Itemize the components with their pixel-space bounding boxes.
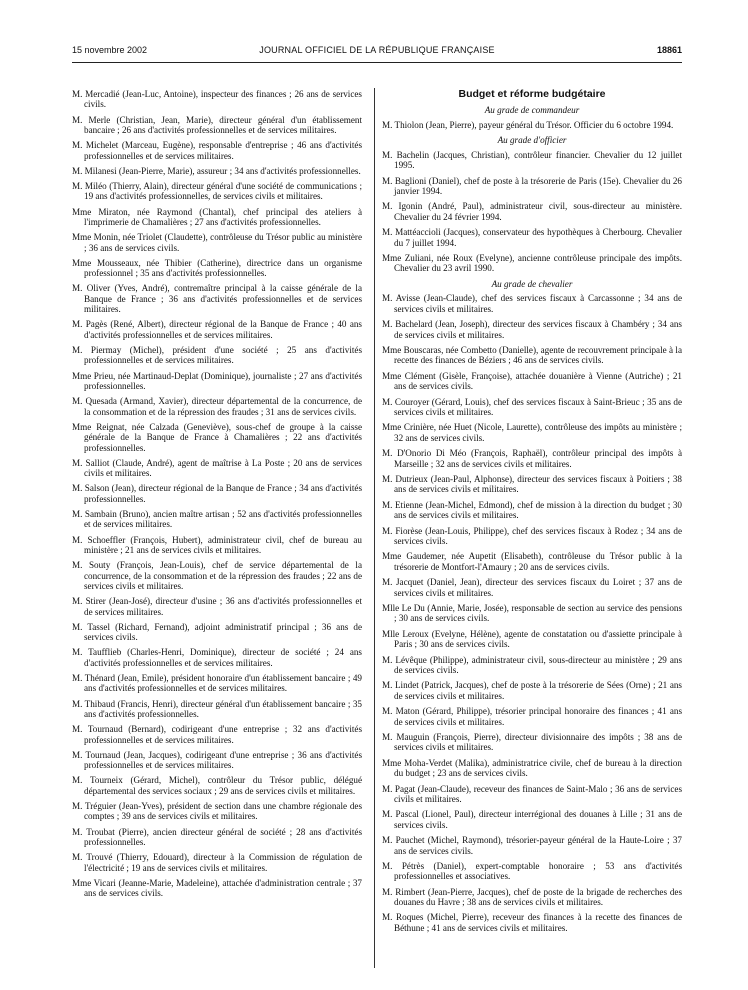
grade-heading-commandeur: Au grade de commandeur <box>484 105 580 116</box>
list-item: M. Schoeffler (François, Hubert), administrateur civil, chef de bureau au ministère ; 21 ans de services civils et militaires. <box>72 534 362 555</box>
list-item: M. Jacquet (Daniel, Jean), directeur des services fiscaux du Loiret ; 37 ans de services civils et militaires. <box>382 577 682 598</box>
section-title: Budget et réforme budgétaire <box>458 88 606 100</box>
list-item: M. Souty (François, Jean-Louis), chef de service départemental de la concurrence, de la consommation et de la répression des fraudes ; 22 ans de services civils et militaires. <box>72 560 362 592</box>
list-item: M. Pagès (René, Albert), directeur régional de la Banque de France ; 40 ans d'activités professionnelles et de services militaires. <box>72 319 362 340</box>
left-column <box>72 89 362 903</box>
list-item: Mme Prieu, née Martinaud-Deplat (Dominique), journaliste ; 27 ans d'activités professionnelles. <box>72 370 362 391</box>
list-item: M. Maton (Gérard, Philippe), trésorier principal honoraire des finances ; 41 ans de services civils et militaires. <box>382 706 682 727</box>
list-item: M. Rimbert (Jean-Pierre, Jacques), chef de poste de la brigade de recherches des douanes du Havre ; 38 ans de services civils et militaires. <box>382 886 682 908</box>
list-item: Mme Moha-Verdet (Malika), administratrice civile, chef de bureau à la direction du budget ; 23 ans de services civils. <box>382 757 682 779</box>
list-item: M. Mercadié (Jean-Luc, Antoine), inspecteur des finances ; 26 ans de services civils. <box>72 89 362 110</box>
list-item: M. Tassel (Richard, Fernand), adjoint administratif principal ; 36 ans de services civils. <box>72 621 362 643</box>
list-item: M. Michelet (Marceau, Eugène), responsable d'entreprise ; 46 ans d'activités professionnelles et de services militaires. <box>72 140 362 161</box>
list-item: M. Tournaud (Jean, Jacques), codirigeant d'une entreprise ; 36 ans d'activités professionnelles et de services militaires. <box>72 749 362 771</box>
header-date: 15 novembre 2002 <box>72 45 148 55</box>
list-item: Mme Crinière, née Huet (Nicole, Laurette), contrôleuse des impôts au ministère ; 32 ans de services civils. <box>382 422 682 443</box>
list-item: M. Milanesi (Jean-Pierre, Marie), assureur ; 34 ans d'activités professionnelles. <box>72 165 361 176</box>
list-item: Mme Zuliani, née Roux (Evelyne), ancienne contrôleuse principale des impôts. Chevalier du 23 avril 1990. <box>382 253 682 274</box>
list-item: M. Stirer (Jean-José), directeur d'usine ; 36 ans d'activités professionnelles et de services militaires. <box>72 596 362 617</box>
list-item: M. Quesada (Armand, Xavier), directeur départemental de la concurrence, de la consommation et de la répression des fraudes ; 31 ans de services civils. <box>72 396 362 417</box>
list-item: M. Mauguin (François, Pierre), directeur divisionnaire des impôts ; 38 ans de services civils et militaires. <box>382 731 682 753</box>
list-item: Mme Gaudemer, née Aupetit (Elisabeth), contrôleuse du Trésor public à la trésorerie de Montfort-l'Amaury ; 20 ans de services civils. <box>382 551 682 572</box>
list-item: M. Sambain (Bruno), ancien maître artisan ; 52 ans d'activités professionnelles et de services militaires. <box>72 508 362 530</box>
list-item: Mme Clément (Gisèle, Françoise), attachée douanière à Vienne (Autriche) ; 21 ans de services civils. <box>382 370 682 392</box>
list-item: M. Tréguier (Jean-Yves), président de section dans une chambre régionale des comptes ; 39 ans de services civils et militaires. <box>72 800 362 822</box>
list-item: Mme Monin, née Triolet (Claudette), contrôleuse du Trésor public au ministère ; 36 ans de services civils. <box>72 232 362 253</box>
list-item: M. Trouvé (Thierry, Edouard), directeur à la Commission de régulation de l'électricité ; 19 ans de services civils et militaires. <box>72 852 362 873</box>
list-item: M. Etienne (Jean-Michel, Edmond), chef de mission à la direction du budget ; 30 ans de services civils et militaires. <box>382 499 682 521</box>
list-item: M. Tournaud (Bernard), codirigeant d'une entreprise ; 32 ans d'activités professionnelles et de services militaires. <box>72 724 362 745</box>
list-item: M. Roques (Michel, Pierre), receveur des finances à la recette des finances de Béthune ; 41 ans de services civils et militaires. <box>382 912 682 933</box>
list-item: Mme Reignat, née Calzada (Geneviève), sous-chef de groupe à la caisse générale de la Banque de France à Chamalières ; 22 ans d'activités professionnelles. <box>72 421 362 453</box>
list-item: M. Lévêque (Philippe), administrateur civil, sous-directeur au ministère ; 29 ans de services civils. <box>382 654 682 675</box>
list-item: M. Merle (Christian, Jean, Marie), directeur général d'un établissement bancaire ; 26 ans d'activités professionnelles et de services militaires. <box>72 114 362 136</box>
list-item: Mlle Leroux (Evelyne, Hélène), agente de constatation ou d'assiette principale à Paris ; 30 ans de services civils. <box>382 628 682 650</box>
list-item: M. Pétrès (Daniel), expert-comptable honoraire ; 53 ans d'activités professionnelles et associatives. <box>382 860 682 882</box>
list-item: M. Thénard (Jean, Emile), président honoraire d'un établissement bancaire ; 49 ans d'activités professionnelles et de services militaires. <box>72 672 362 694</box>
list-item: Mme Bouscaras, née Combetto (Danielle), agente de recouvrement principale à la recette des finances de Béziers ; 46 ans de services civils. <box>382 344 682 366</box>
grade-heading-officier: Au grade d'officier <box>497 135 567 146</box>
list-item: M. Thibaud (Francis, Henri), directeur général d'un établissement bancaire ; 35 ans d'activités professionnelles. <box>72 698 362 720</box>
list-item: M. Pascal (Lionel, Paul), directeur interrégional des douanes à Lille ; 31 ans de services civils. <box>382 809 682 830</box>
list-item: M. Piermay (Michel), président d'une société ; 25 ans d'activités professionnelles et de services militaires. <box>72 344 362 366</box>
list-item: Mme Mousseaux, née Thibier (Catherine), directrice dans un organisme professionnel ; 35 ans d'activités professionnelles. <box>72 257 362 279</box>
list-item: M. Bachelard (Jean, Joseph), directeur des services fiscaux à Chambéry ; 34 ans de services civils et militaires. <box>382 319 682 340</box>
list-item: M. Salliot (Claude, André), agent de maîtrise à La Poste ; 20 ans de services civils et militaires. <box>72 457 362 479</box>
list-item: M. Tauffliеb (Charles-Henri, Dominique), directeur de société ; 24 ans d'activités professionnelles et de services militaires. <box>72 647 362 668</box>
list-item: Mlle Le Du (Annie, Marie, Josée), responsable de section au service des pensions ; 30 ans de services civils. <box>382 602 682 624</box>
list-item: Mme Miraton, née Raymond (Chantal), chef principal des ateliers à l'imprimerie de Chamalières ; 27 ans d'activités professionnelles. <box>72 206 362 227</box>
right-column <box>382 89 682 938</box>
list-item: M. Pagat (Jean-Claude), receveur des finances de Saint-Malo ; 36 ans de services civils et militaires. <box>382 783 682 804</box>
list-item: M. Salson (Jean), directeur régional de la Banque de France ; 34 ans d'activités professionnelles. <box>72 483 362 504</box>
list-item: M. Troubat (Pierre), ancien directeur général de société ; 28 ans d'activités professionnelles. <box>72 826 362 847</box>
page-header <box>72 45 682 63</box>
list-item: M. Tourneix (Gérard, Michel), contrôleur du Trésor public, délégué départemental des services sociaux ; 29 ans de services civils et militaires. <box>72 775 362 796</box>
chevalier-list <box>382 293 682 933</box>
list-item: M. Avisse (Jean-Claude), chef des services fiscaux à Carcassonne ; 34 ans de services civils et militaires. <box>382 293 682 314</box>
list-item: M. Baglioni (Daniel), chef de poste à la trésorerie de Paris (15e). Chevalier du 26 janvier 1994. <box>382 175 682 197</box>
list-item: M. Couroyer (Gérard, Louis), chef des services fiscaux à Saint-Brieuc ; 35 ans de services civils et militaires. <box>382 396 682 417</box>
list-item: M. Bachelin (Jacques, Christian), contrôleur financier. Chevalier du 12 juillet 1995. <box>382 149 682 171</box>
list-item: M. Igonin (André, Paul), administrateur civil, sous-directeur au ministère. Chevalier du 24 février 1994. <box>382 201 682 222</box>
list-item: M. D'Onorio Di Méo (François, Raphaël), contrôleur principal des impôts à Marseille ; 32 ans de services civils et militaires. <box>382 448 682 469</box>
column-divider <box>374 88 375 968</box>
header-page-number: 18861 <box>656 45 682 55</box>
list-item: M. Lindet (Patrick, Jacques), chef de poste à la trésorerie de Sées (Orne) ; 21 ans de services civils et militaires. <box>382 680 682 701</box>
list-item: M. Fiorèse (Jean-Louis, Philippe), chef des services fiscaux à Rodez ; 34 ans de services civils. <box>382 525 682 546</box>
list-item: M. Dutrieux (Jean-Paul, Alphonse), directeur des services fiscaux à Poitiers ; 38 ans de services civils et militaires. <box>382 473 682 495</box>
officier-list <box>382 150 682 274</box>
header-journal-title: JOURNAL OFFICIEL DE LA RÉPUBLIQUE FRANÇAISE <box>259 45 495 55</box>
list-item: M. Pauchet (Michel, Raymond), trésorier-payeur général de la Haute-Loire ; 37 ans de services civils. <box>382 835 682 856</box>
list-item: M. Miléo (Thierry, Alain), directeur général d'une société de communications ; 19 ans d'activités professionnelles, de services civils et militaires. <box>72 180 362 202</box>
list-item: Mme Vicari (Jeanne-Marie, Madeleine), attachée d'administration centrale ; 37 ans de services civils. <box>72 877 362 899</box>
commandeur-list <box>382 120 682 130</box>
list-item: M. Oliver (Yves, André), contremaître principal à la caisse générale de la Banque de France ; 36 ans d'activités professionnelles et de services militaires. <box>72 283 362 315</box>
grade-heading-chevalier: Au grade de chevalier <box>491 278 573 289</box>
list-item: M. Mattéaccioli (Jacques), conservateur des hypothèques à Cherbourg. Chevalier du 7 juillet 1994. <box>382 227 682 248</box>
list-item: M. Thiolon (Jean, Pierre), payeur général du Trésor. Officier du 6 octobre 1994. <box>382 119 674 130</box>
